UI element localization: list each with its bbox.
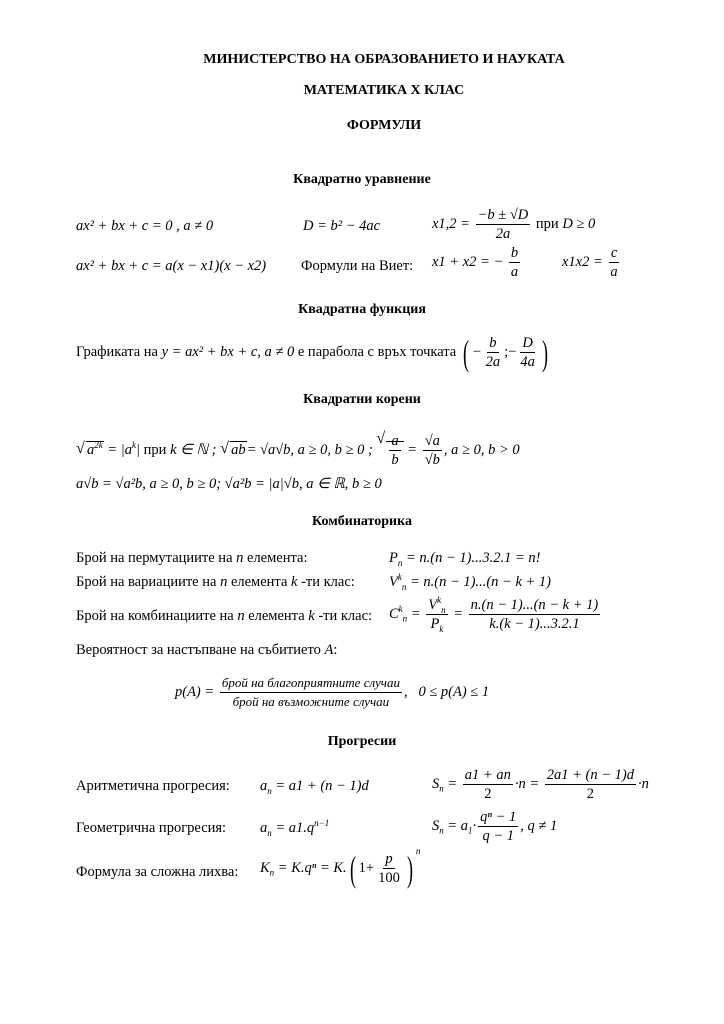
root-cond-word: при: [143, 441, 167, 458]
root-quotient-cond: , a ≥ 0, b > 0: [443, 441, 520, 458]
interest-formula: = K.qⁿ = K.: [277, 859, 347, 876]
variations-formula: $V^k_n = n.(n - 1)...(n - k + 1)$: [389, 572, 551, 592]
vertex-y-numerator: D: [522, 335, 533, 351]
formula-vieta-sum: [432, 244, 522, 281]
formula-factored: ax² + bx + c = a(x − x1)(x − x2): [76, 258, 267, 274]
vertex-y-denominator: 4a: [520, 354, 535, 370]
geom-formula: = a1.q: [275, 820, 315, 836]
roots-fraction: [476, 206, 531, 243]
compound-interest-label: Формула за сложна лихва:: [76, 864, 239, 880]
prob-numerator: брой на благоприятните случаи: [220, 674, 402, 693]
var-label-start: Брой на вариациите на: [76, 574, 217, 590]
formula-discriminant: D = b² − 4ac: [303, 218, 381, 234]
comb-label-end: -ти клас:: [318, 608, 373, 624]
section-heading-combinatorics: Комбинаторика: [312, 514, 412, 529]
arith-sum-den2: 2: [586, 786, 594, 802]
geom-cond: , q ≠ 1: [520, 817, 558, 834]
geom-exponent: n−1: [314, 818, 330, 829]
geometric-formula: $a_n = a1.q^{n-1}$: [260, 818, 330, 838]
compound-interest-formula: $K_n = K.q^n = K$.( 1+ $\frac{p}{100}$ ) $^n$: [260, 845, 421, 889]
var-formula: = n.(n − 1)...(n − k + 1): [409, 574, 551, 590]
var-label-end: -ти клас:: [301, 574, 355, 590]
roots-condition-word: при: [535, 215, 559, 232]
roots-denominator: 2a: [495, 226, 511, 242]
roots-numerator: −b ± √D: [477, 207, 529, 223]
vertex-x-numerator: b: [489, 335, 497, 351]
geom-sum-denominator: q − 1: [482, 828, 514, 844]
prob-lhs: p(A) =: [175, 683, 215, 700]
var-label-mid: елемента: [230, 574, 288, 590]
section-heading-progressions: Прогресии: [327, 734, 397, 749]
arith-sum-den1: 2: [484, 786, 492, 802]
vieta-sum-fraction: [509, 244, 520, 281]
formula-quadratic-equation: ax² + bx + c = 0 , a ≠ 0: [76, 218, 214, 234]
prob-denominator: брой на възможните случаи: [232, 694, 390, 709]
formula-roots: [432, 206, 595, 243]
interest-numerator: p: [385, 851, 393, 867]
qf-formula: y = ax² + bx + c, a ≠ 0: [161, 343, 295, 360]
document-title: ФОРМУЛИ: [346, 118, 422, 133]
probability-label: Вероятност за настъпване на събитието A:: [76, 642, 338, 658]
probability-formula: p(A) = $\frac{\text{брой на благоприятните случаи}}{\text{брой на възможните случаи}}$ , 0 ≤ p(A) ≤ 1: [175, 675, 490, 709]
formula-vieta-product: [562, 244, 622, 281]
prob-label: Вероятност за настъпване на събитието: [76, 642, 321, 658]
geometric-label: Геометрична прогресия:: [76, 820, 227, 836]
vieta-prod-denominator: a: [610, 264, 618, 280]
combinations-label: Брой на комбинациите на n елемента k -ти клас:: [76, 608, 373, 624]
arithmetic-formula: $a_n = a1 + (n - 1)d$: [260, 778, 369, 796]
roots-condition: D ≥ 0: [562, 215, 596, 232]
vertex-y-fraction: [518, 334, 537, 371]
section-heading-quadratic-equation: Квадратно уравнение: [293, 172, 431, 187]
qf-text-after: е парабола с връх точката: [297, 343, 457, 360]
variations-label: Брой на вариациите на n елемента k -ти клас:: [76, 574, 355, 590]
arithmetic-label: Аритметична прогресия:: [76, 778, 230, 794]
square-roots-line-2: a√b = √a²b, a ≥ 0, b ≥ 0; √a²b = |a|√b, a ∈ ℝ, b ≥ 0: [76, 476, 382, 492]
geom-sum-numerator: qⁿ − 1: [480, 809, 517, 825]
vieta-sum-denominator: a: [510, 264, 519, 280]
permutations-formula: $P_n = n.(n - 1)...3.2.1 = n$!: [389, 550, 541, 568]
vieta-prod-fraction: [608, 244, 619, 281]
vieta-sum-lhs: x1 + x2 = −: [432, 253, 504, 270]
vieta-prod-lhs: x1x2 =: [562, 253, 603, 270]
subject-title: МАТЕМАТИКА Х КЛАС: [303, 83, 465, 98]
arithmetic-sum-formula: $S_n$ = $\frac{a1 + an}{2}$ ·n = $\frac{2a1 + (n - 1)d}{2}$ ·n: [432, 767, 649, 802]
roots-lhs: x1,2 =: [432, 215, 470, 232]
perm-formula: = n.(n − 1)...3.2.1 = n!: [405, 550, 541, 566]
arith-sum-num2: 2a1 + (n − 1)d: [546, 767, 634, 783]
vieta-prod-numerator: c: [610, 245, 618, 261]
root-product-rule: = √a√b, a ≥ 0, b ≥ 0 ;: [246, 441, 373, 458]
geometric-sum-formula: $S_n = a_1\cdot$ $\frac{\text{qⁿ − 1}}{q - 1}$ , q ≠ 1: [432, 809, 558, 844]
comb-label-mid: елемента: [248, 608, 305, 624]
comb-denominator: k.(k − 1)...3.2.1: [489, 616, 580, 632]
prob-range: 0 ≤ p(A) ≤ 1: [418, 683, 490, 700]
root-cond: k ∈ ℕ ;: [170, 441, 217, 458]
vieta-sum-numerator: b: [510, 245, 519, 261]
section-heading-quadratic-function: Квадратна функция: [298, 302, 426, 317]
vertex-x-fraction: [484, 334, 503, 371]
perm-label-end: елемента:: [247, 550, 308, 566]
ministry-title: МИНИСТЕРСТВО НА ОБРАЗОВАНИЕТО И НАУКАТА: [203, 52, 565, 67]
section-heading-square-roots: Квадратни корени: [303, 392, 421, 407]
vieta-label: Формули на Виет:: [301, 258, 414, 274]
square-roots-line-1: √ $a^{2k} = |a^k|$ при k ∈ ℕ ; √ ab= √a√b, a ≥ 0, b ≥ 0 ; √ $\frac{a}{b}$ = $\frac{√a}{√b}$ , a ≥ 0, b > 0: [76, 432, 520, 469]
combinations-formula: $C^k_n$ = $\frac{V^k_n}{P_k}$ = $\frac{n.(n - 1)...(n - k + 1)}{k.(k - 1)...3.2.1}$: [389, 595, 599, 634]
comb-numerator: n.(n − 1)...(n − k + 1): [470, 597, 599, 613]
arith-sum-num1: a1 + an: [464, 767, 511, 783]
arith-formula: = a1 + (n − 1)d: [275, 778, 369, 794]
vertex-x-denominator: 2a: [485, 354, 501, 370]
permutations-label: Брой на пермутациите на n елемента:: [76, 550, 308, 566]
interest-denominator: 100: [378, 870, 400, 886]
comb-label-start: Брой на комбинациите на: [76, 608, 234, 624]
qf-text-before: Графиката на: [76, 343, 158, 360]
root-abs-power: = |a: [107, 441, 133, 458]
quadratic-function-statement: Графиката на y = ax² + bx + c, a ≠ 0 е парабола с връх точката ( − $\frac{b}{2a}$ ;− $\frac{D}{4a}$ ): [76, 332, 548, 373]
perm-label-start: Брой на пермутациите на: [76, 550, 233, 566]
